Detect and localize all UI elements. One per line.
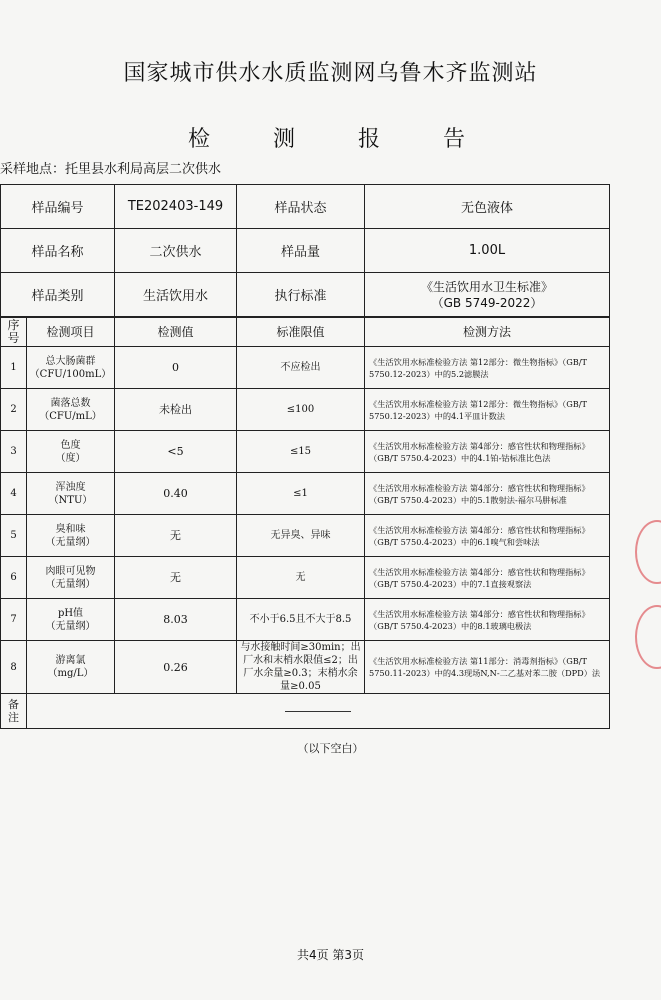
results-header-row (1, 318, 610, 347)
row-method: 《生活饮用水标准检验方法 第4部分：感官性状和物理指标》（GB/T 5750.4-2023）中的7.1直接观察法 (365, 557, 610, 599)
location-label: 采样地点： (0, 162, 66, 177)
row-item (27, 515, 115, 557)
page-number: 共4页 第3页 (296, 948, 365, 962)
table-row (1, 515, 610, 557)
item-name: 肉眼可见物 (45, 565, 96, 577)
report-title: 检 测 报 告 (188, 127, 493, 152)
item-name: 色度 (60, 439, 81, 451)
item-name: 浑浊度 (55, 481, 86, 493)
header-item: 检测项目 (27, 318, 115, 347)
item-name: 菌落总数 (50, 397, 91, 409)
row-value: 0.26 (115, 641, 237, 694)
row-method: 《生活饮用水标准检验方法 第4部分：感官性状和物理指标》（GB/T 5750.4-2023）中的5.1散射法-福尔马肼标准 (365, 473, 610, 515)
row-limit: 与水接触时间≥30min；出厂水和末梢水限值≤2；出厂水余量≥0.3；末梢水余量≥0.05 (237, 641, 365, 694)
header-value: 检测值 (115, 318, 237, 347)
item-unit: （CFU/mL） (39, 410, 102, 422)
row-no: 5 (1, 515, 27, 557)
results-table (0, 317, 610, 729)
blank-below-note: （以下空白） (297, 742, 364, 755)
row-no: 3 (1, 431, 27, 473)
row-no: 1 (1, 347, 27, 389)
table-row (1, 557, 610, 599)
sampling-location (0, 158, 221, 177)
seal-fragment (635, 605, 661, 669)
row-value: 0.40 (115, 473, 237, 515)
row-limit: ≤15 (237, 431, 365, 473)
item-unit: （无量纲） (45, 536, 96, 548)
note-content (27, 694, 610, 729)
row-item (27, 599, 115, 641)
row-limit: 不小于6.5且不大于8.5 (237, 599, 365, 641)
item-unit: （NTU） (48, 494, 93, 506)
item-name: 总大肠菌群 (45, 355, 96, 367)
sample-name-label: 样品名称 (1, 229, 115, 273)
row-value: 无 (115, 515, 237, 557)
location-value: 托里县水利局高层二次供水 (65, 162, 222, 177)
sample-category-value: 生活饮用水 (115, 273, 237, 317)
row-item (27, 641, 115, 694)
header-limit: 标准限值 (237, 318, 365, 347)
header-no: 序号 (1, 318, 27, 347)
sample-state-value: 无色液体 (365, 185, 610, 229)
sample-info-table (0, 184, 610, 317)
row-value: 无 (115, 557, 237, 599)
standard-value (365, 273, 610, 317)
row-item (27, 557, 115, 599)
table-row (1, 599, 610, 641)
row-no: 7 (1, 599, 27, 641)
row-limit: 不应检出 (237, 347, 365, 389)
item-name: 游离氯 (55, 655, 86, 666)
row-method: 《生活饮用水标准检验方法 第4部分：感官性状和物理指标》（GB/T 5750.4-2023）中的4.1铂-钴标准比色法 (365, 431, 610, 473)
header-method: 检测方法 (365, 318, 610, 347)
row-no: 2 (1, 389, 27, 431)
row-method: 《生活饮用水标准检验方法 第11部分：消毒剂指标》（GB/T 5750.11-2023）中的4.3现场N,N-二乙基对苯二胺（DPD）法 (365, 641, 610, 694)
row-limit: 无 (237, 557, 365, 599)
row-item (27, 347, 115, 389)
row-no: 8 (1, 641, 27, 694)
sample-name-value: 二次供水 (115, 229, 237, 273)
row-no: 6 (1, 557, 27, 599)
row-item (27, 389, 115, 431)
sample-amount-value: 1.00L (365, 229, 610, 273)
row-value: 0 (115, 347, 237, 389)
row-method: 《生活饮用水标准检验方法 第12部分：微生物指标》（GB/T 5750.12-2023）中的5.2滤膜法 (365, 347, 610, 389)
row-value: 未检出 (115, 389, 237, 431)
item-unit: （mg/L） (47, 668, 94, 679)
standard-line-2: （GB 5749-2022） (431, 295, 543, 310)
item-unit: （无量纲） (45, 620, 96, 632)
row-item (27, 431, 115, 473)
row-value: <5 (115, 431, 237, 473)
row-method: 《生活饮用水标准检验方法 第4部分：感官性状和物理指标》（GB/T 5750.4-2023）中的8.1玻璃电极法 (365, 599, 610, 641)
row-method: 《生活饮用水标准检验方法 第12部分：微生物指标》（GB/T 5750.12-2023）中的4.1平皿计数法 (365, 389, 610, 431)
item-unit: （度） (55, 452, 86, 464)
organization-title: 国家城市供水水质监测网乌鲁木齐监测站 (123, 61, 538, 86)
table-row (1, 347, 610, 389)
standard-label: 执行标准 (237, 273, 365, 317)
table-row (1, 389, 610, 431)
standard-line-1: 《生活饮用水卫生标准》 (420, 279, 553, 294)
row-no: 4 (1, 473, 27, 515)
row-item (27, 473, 115, 515)
sample-category-label: 样品类别 (1, 273, 115, 317)
item-name: pH值 (57, 607, 84, 619)
row-limit: ≤1 (237, 473, 365, 515)
sample-state-label: 样品状态 (237, 185, 365, 229)
table-row (1, 473, 610, 515)
note-row (1, 694, 610, 729)
note-label: 备注 (1, 694, 27, 729)
blank-dash (285, 711, 351, 712)
row-method: 《生活饮用水标准检验方法 第4部分：感官性状和物理指标》（GB/T 5750.4-2023）中的6.1嗅气和尝味法 (365, 515, 610, 557)
item-unit: （CFU/100mL） (29, 368, 112, 380)
row-limit: 无异臭、异味 (237, 515, 365, 557)
sample-no-label: 样品编号 (1, 185, 115, 229)
seal-fragment (635, 520, 661, 584)
table-row (1, 431, 610, 473)
sample-amount-label: 样品量 (237, 229, 365, 273)
item-unit: （无量纲） (45, 578, 96, 590)
sample-no-value: TE202403-149 (115, 185, 237, 229)
item-name: 臭和味 (55, 523, 86, 535)
row-value: 8.03 (115, 599, 237, 641)
table-row (1, 641, 610, 694)
row-limit: ≤100 (237, 389, 365, 431)
